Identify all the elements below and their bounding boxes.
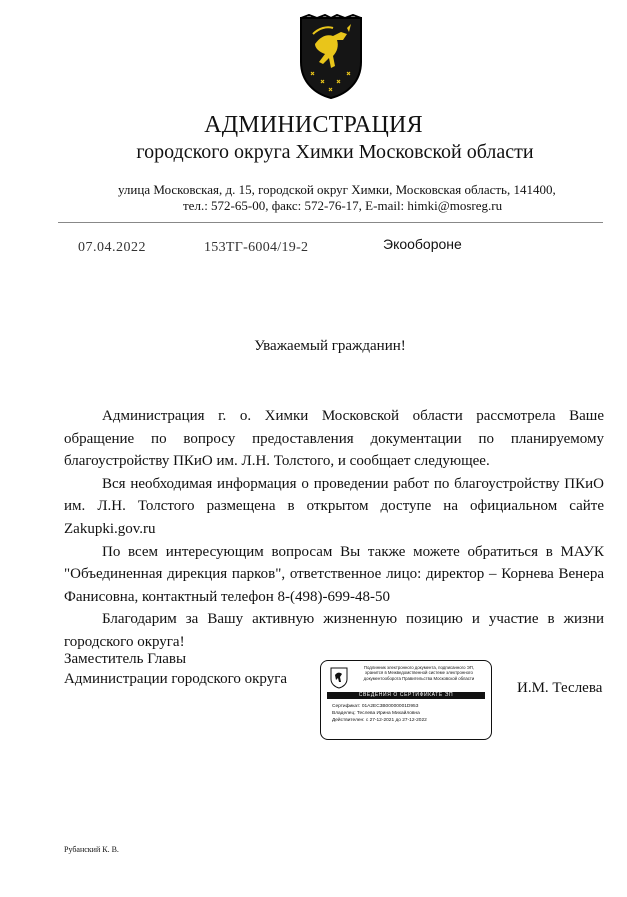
paragraph: Администрация г. о. Химки Московской области рассмотрела Ваше обращение по вопросу предоставления документации по планируемому благоустройству ПКиО им. Л.Н. Толстого, и сообщает следующее. xyxy=(64,408,604,470)
contacts-line: тел.: 572-65-00, факс: 572-76-17, E-mail: himki@mosreg.ru xyxy=(183,198,503,213)
stamp-notice xyxy=(353,665,485,681)
position-line: Администрации городского округа xyxy=(64,671,288,687)
paragraph: Вся необходимая информация о проведении работ по благоустройству ПКиО им. Л.Н. Толстого размещена в открытом доступе на официальном сайте Zakupki.gov.ru xyxy=(64,475,604,537)
emblem-icon xyxy=(330,667,348,689)
stamp-notice-line: Подлинник электронного документа, подписанного ЭП, xyxy=(363,665,475,670)
stamp-title: СВЕДЕНИЯ О СЕРТИФИКАТЕ ЭП xyxy=(327,692,485,699)
header-divider xyxy=(58,222,603,223)
signatory-name: И.М. Теслева xyxy=(517,680,603,696)
certificate-number: Сертификат: 01A2EC3B00000001D953 xyxy=(332,704,419,709)
certificate-owner: Владелец: Теслева Ирина Михайловна xyxy=(332,711,420,716)
greeting: Уважаемый гражданин! xyxy=(254,338,406,354)
document-number: 153ТГ-6004/19-2 xyxy=(204,240,309,255)
addressee: Экообороне xyxy=(383,236,462,252)
paragraph: Благодарим за Вашу активную жизненную позицию и участие в жизни городского округа! xyxy=(64,611,604,650)
document-date: 07.04.2022 xyxy=(78,240,146,255)
address-line: улица Московская, д. 15, городской округ Химки, Московская область, 141400, xyxy=(118,182,556,197)
e-signature-stamp xyxy=(320,660,492,740)
paragraph: По всем интересующим вопросам Вы также можете обратиться в МАУК "Объединенная дирекция парков", ответственное лицо: директор – Корнева Венера Фанисовна, контактный телефон 8-(498)-699-48-50 xyxy=(64,543,604,605)
letter-body xyxy=(64,405,604,654)
stamp-notice-line: хранится в Межведомственной системе электронного xyxy=(365,670,473,676)
organization-subtitle: городского округа Химки Московской области xyxy=(136,141,534,163)
signatory-position xyxy=(64,649,287,689)
coat-of-arms-emblem xyxy=(297,14,365,100)
executor-name: Рубанский К. В. xyxy=(64,845,119,854)
stamp-notice-line: документооборота Правительства Московской области xyxy=(363,675,475,681)
position-line: Заместитель Главы xyxy=(64,651,187,667)
certificate-validity: Действителен: с 27-12-2021 до 27-12-2022 xyxy=(332,718,427,723)
organization-title: АДМИНИСТРАЦИЯ xyxy=(204,112,423,138)
